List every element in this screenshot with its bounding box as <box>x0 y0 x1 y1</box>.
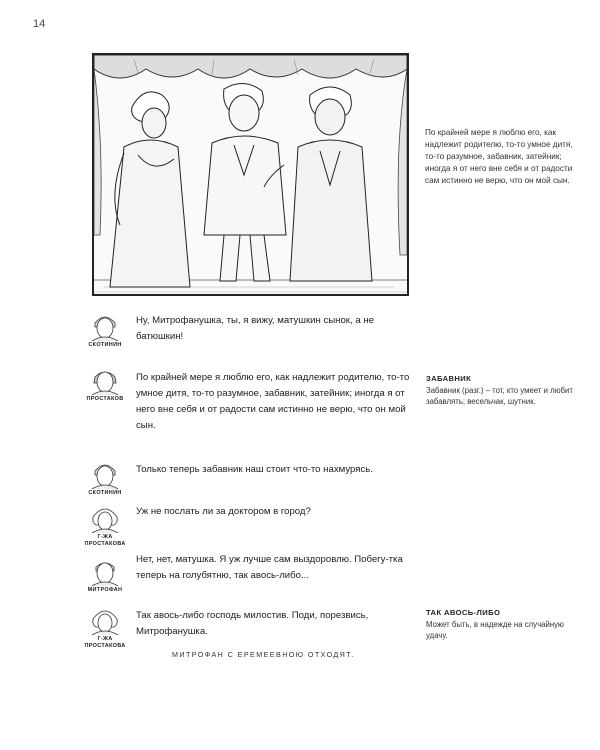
speaker-name: ПРОСТАКОВ <box>86 396 124 402</box>
dialogue-line: По крайней мере я люблю его, как надлежит родителю, то-то умное дитя, то-то разумное, забавник, затейник; иногда я от него вне себя и от радости сам истинно не верю, что он мой сын. <box>136 372 410 431</box>
stage-direction: МИТРОФАН С ЕРЕМЕЕВНОЮ ОТХОДЯТ. <box>172 650 355 659</box>
illustration-caption: По крайней мере я люблю его, как надлежит родителю, то-то умное дитя, то-то разумное, забавник, затейник; иногда я от него вне себя и от радости сам истинно не верю, что он мой сын. <box>425 128 573 185</box>
speaker-portrait <box>84 365 126 403</box>
speaker-name: СКОТИНИН <box>88 490 122 496</box>
dialogue-line: Нет, нет, матушка. Я уж лучше сам выздоровлю. Побегу-тка теперь на голубятню, так авось-либо... <box>136 554 403 581</box>
speaker-portrait <box>84 311 126 349</box>
glossary-entry <box>426 608 576 641</box>
portrait-skotinin-icon <box>88 311 122 341</box>
glossary-definition: Может быть, в надежде на случайную удачу. <box>426 620 564 640</box>
portrait-prostakov-icon <box>88 365 122 395</box>
dialogue-line: Уж не послать ли за доктором в город? <box>136 506 311 517</box>
speaker-portrait <box>84 503 126 548</box>
glossary-entry <box>426 374 576 407</box>
portrait-prostakova-icon <box>88 605 122 635</box>
dialogue-line: Так авось-либо господь милостив. Поди, порезвись, Митрофанушка. <box>136 610 369 637</box>
glossary-term: ТАК АВОСЬ-ЛИБО <box>426 608 501 617</box>
glossary-term: ЗАБАВНИК <box>426 374 472 383</box>
page-number: 14 <box>33 18 46 30</box>
portrait-mitrofan-icon <box>88 556 122 586</box>
engraving-image <box>94 55 407 294</box>
speaker-portrait <box>84 556 126 594</box>
speaker-name: МИТРОФАН <box>87 587 123 593</box>
scene-illustration <box>92 53 409 296</box>
glossary-definition: Забавник (разг.) – тот, кто умеет и любит забавлять; весельчак, шутник. <box>426 386 573 406</box>
portrait-skotinin-icon <box>88 459 122 489</box>
portrait-prostakova-icon <box>88 503 122 533</box>
speaker-name: СКОТИНИН <box>88 342 122 348</box>
speaker-name: Г-ЖА ПРОСТАКОВА <box>84 534 126 547</box>
speaker-portrait <box>84 459 126 497</box>
speaker-portrait <box>84 605 126 650</box>
speaker-name: Г-ЖА ПРОСТАКОВА <box>84 636 126 649</box>
dialogue-line: Ну, Митрофанушка, ты, я вижу, матушкин сынок, а не батюшкин! <box>136 315 374 342</box>
dialogue-line: Только теперь забавник наш стоит что-то нахмурясь. <box>136 464 373 475</box>
